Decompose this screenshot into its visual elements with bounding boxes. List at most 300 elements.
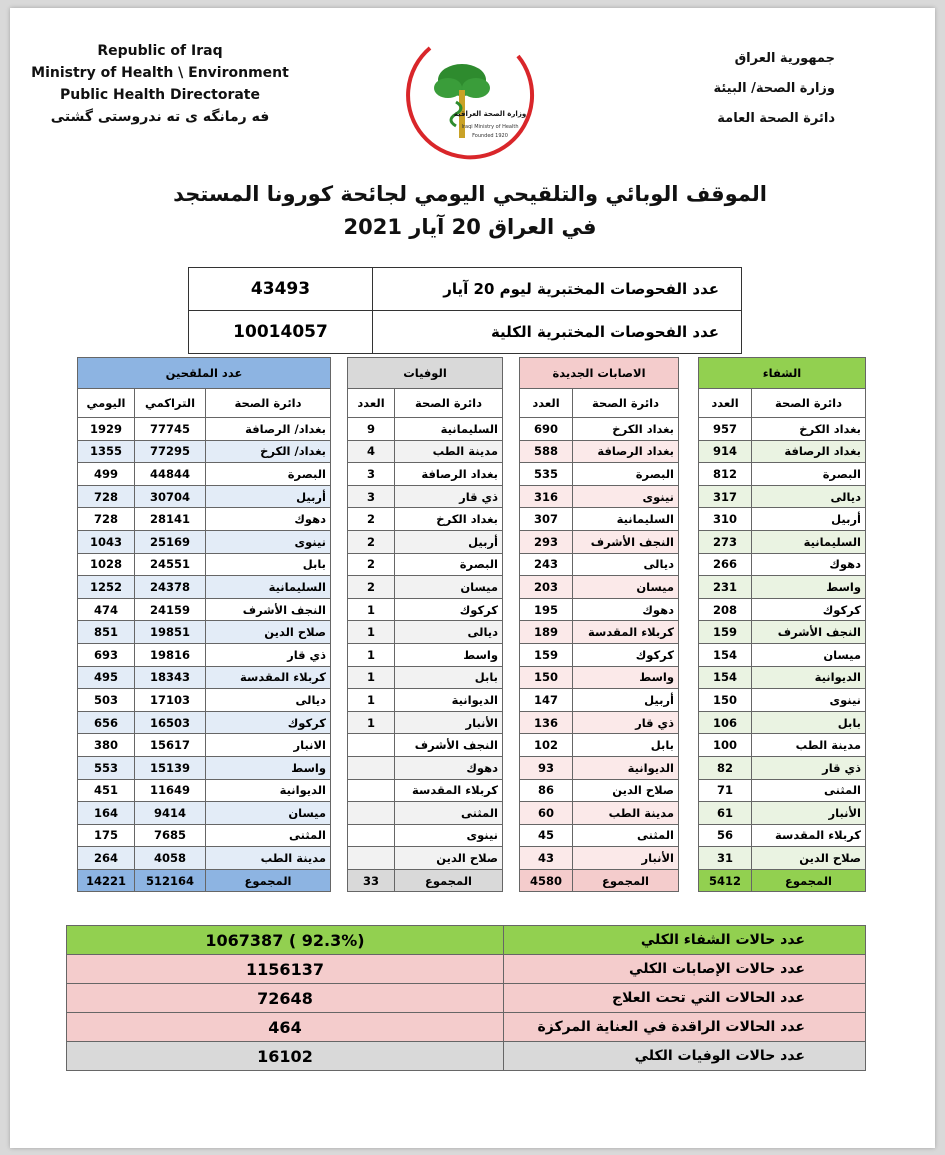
deaths-header-row — [348, 389, 503, 418]
vaccinated-cumulative: 7685 — [135, 824, 206, 847]
deaths-row — [348, 711, 503, 734]
deaths-total-label: المجموع — [395, 869, 503, 892]
deaths-dept: بغداد الكرخ — [395, 508, 503, 531]
vaccinated-dept: نينوى — [206, 530, 331, 553]
deaths-row — [348, 485, 503, 508]
recovered-dept: الأنبار — [752, 802, 866, 825]
recovered-dept: البصرة — [752, 463, 866, 486]
vaccinated-daily: 175 — [78, 824, 135, 847]
recovered-count: 100 — [699, 734, 752, 757]
deaths-dept: كربلاء المقدسة — [395, 779, 503, 802]
vaccinated-cumulative: 24378 — [135, 576, 206, 599]
vaccinated-cumulative: 15617 — [135, 734, 206, 757]
recovered-row — [699, 824, 866, 847]
new-cases-count: 307 — [520, 508, 573, 531]
header-arabic — [635, 44, 835, 134]
deaths-count: 9 — [348, 418, 395, 441]
vaccinated-daily: 499 — [78, 463, 135, 486]
recovered-count: 957 — [699, 418, 752, 441]
new-cases-row — [520, 734, 679, 757]
new-cases-count: 45 — [520, 824, 573, 847]
summary-row — [67, 955, 866, 984]
vaccinated-cumulative: 16503 — [135, 711, 206, 734]
vaccinated-dept: بابل — [206, 553, 331, 576]
deaths-row — [348, 576, 503, 599]
deaths-dept: المثنى — [395, 802, 503, 825]
new-cases-dept: صلاح الدين — [573, 779, 679, 802]
vaccinated-cumulative: 19816 — [135, 643, 206, 666]
new-cases-count: 195 — [520, 598, 573, 621]
new-cases-count: 159 — [520, 643, 573, 666]
recovered-count: 231 — [699, 576, 752, 599]
recovered-count: 266 — [699, 553, 752, 576]
deaths-row — [348, 666, 503, 689]
deaths-table — [347, 357, 503, 892]
vaccinated-dept: كربلاء المقدسة — [206, 666, 331, 689]
deaths-count — [348, 734, 395, 757]
recovered-count: 317 — [699, 485, 752, 508]
recovered-dept: أربيل — [752, 508, 866, 531]
deaths-row — [348, 530, 503, 553]
deaths-count: 2 — [348, 576, 395, 599]
vaccinated-dept: أربيل — [206, 485, 331, 508]
summary-value: 16102 — [67, 1042, 504, 1071]
recovered-total-value: 5412 — [699, 869, 752, 892]
summary-value: 72648 — [67, 984, 504, 1013]
recovered-dept: النجف الأشرف — [752, 621, 866, 644]
deaths-dept: مدينة الطب — [395, 440, 503, 463]
vaccinated-daily: 380 — [78, 734, 135, 757]
summary-label: عدد الحالات التي تحت العلاج — [504, 984, 866, 1013]
deaths-row — [348, 802, 503, 825]
deaths-row — [348, 824, 503, 847]
new-cases-row — [520, 824, 679, 847]
vaccinated-daily: 264 — [78, 847, 135, 870]
new-cases-row — [520, 689, 679, 712]
new-cases-row — [520, 802, 679, 825]
new-cases-row — [520, 779, 679, 802]
vaccinated-daily: 1252 — [78, 576, 135, 599]
vaccinated-col-daily: اليومي — [78, 389, 135, 418]
recovered-count: 310 — [699, 508, 752, 531]
new-cases-total-label: المجموع — [573, 869, 679, 892]
recovered-total-row — [699, 869, 866, 892]
new-cases-col-count: العدد — [520, 389, 573, 418]
vaccinated-daily: 728 — [78, 485, 135, 508]
recovered-count: 106 — [699, 711, 752, 734]
deaths-row — [348, 779, 503, 802]
vaccinated-cumulative: 25169 — [135, 530, 206, 553]
deaths-dept: دهوك — [395, 756, 503, 779]
deaths-count: 1 — [348, 598, 395, 621]
recovered-dept: كركوك — [752, 598, 866, 621]
tests-row-daily — [189, 268, 742, 311]
recovered-count: 154 — [699, 666, 752, 689]
vaccinated-row — [78, 779, 331, 802]
deaths-count — [348, 824, 395, 847]
new-cases-dept: ديالى — [573, 553, 679, 576]
deaths-dept: النجف الأشرف — [395, 734, 503, 757]
deaths-dept: البصرة — [395, 553, 503, 576]
header-ministry-ar: وزارة الصحة/ البيئة — [713, 81, 835, 96]
recovered-table — [698, 357, 866, 892]
new-cases-count: 147 — [520, 689, 573, 712]
vaccinated-dept: النجف الأشرف — [206, 598, 331, 621]
tests-total-label: عدد الفحوصات المختبرية الكلية — [373, 311, 742, 354]
recovered-count: 273 — [699, 530, 752, 553]
new-cases-count: 588 — [520, 440, 573, 463]
new-cases-dept: بابل — [573, 734, 679, 757]
new-cases-row — [520, 847, 679, 870]
recovered-count: 150 — [699, 689, 752, 712]
deaths-row — [348, 598, 503, 621]
recovered-dept: واسط — [752, 576, 866, 599]
recovered-count: 914 — [699, 440, 752, 463]
vaccinated-daily: 164 — [78, 802, 135, 825]
vaccinated-dept: المثنى — [206, 824, 331, 847]
recovered-row — [699, 689, 866, 712]
vaccinated-cumulative: 17103 — [135, 689, 206, 712]
vaccinated-row — [78, 463, 331, 486]
new-cases-dept: دهوك — [573, 598, 679, 621]
deaths-dept: صلاح الدين — [395, 847, 503, 870]
new-cases-dept: ذي قار — [573, 711, 679, 734]
new-cases-dept: بغداد الكرخ — [573, 418, 679, 441]
new-cases-count: 690 — [520, 418, 573, 441]
title-line-1: الموقف الوبائي والتلقيحي اليومي لجائحة كورونا المستجد — [173, 182, 767, 206]
summary-label: عدد حالات الإصابات الكلي — [504, 955, 866, 984]
deaths-row — [348, 643, 503, 666]
recovered-row — [699, 576, 866, 599]
deaths-count — [348, 756, 395, 779]
deaths-row — [348, 621, 503, 644]
new-cases-dept: كربلاء المقدسة — [573, 621, 679, 644]
new-cases-total-value: 4580 — [520, 869, 573, 892]
deaths-row — [348, 689, 503, 712]
new-cases-count: 60 — [520, 802, 573, 825]
deaths-dept: ذي قار — [395, 485, 503, 508]
tests-daily-label: عدد الفحوصات المختبرية ليوم 20 آيار — [373, 268, 742, 311]
recovered-row — [699, 485, 866, 508]
deaths-row — [348, 418, 503, 441]
vaccinated-daily: 1929 — [78, 418, 135, 441]
vaccinated-cumulative: 30704 — [135, 485, 206, 508]
recovered-row — [699, 418, 866, 441]
title-line-2: في العراق 20 آيار 2021 — [343, 215, 597, 239]
vaccinated-col-cumulative: التراكمي — [135, 389, 206, 418]
new-cases-count: 316 — [520, 485, 573, 508]
lab-tests-table — [188, 267, 742, 354]
new-cases-row — [520, 643, 679, 666]
new-cases-row — [520, 756, 679, 779]
vaccinated-table — [77, 357, 331, 892]
vaccinated-dept: بغداد/ الكرخ — [206, 440, 331, 463]
vaccinated-total-label: المجموع — [206, 869, 331, 892]
vaccinated-dept: ديالى — [206, 689, 331, 712]
vaccinated-daily: 851 — [78, 621, 135, 644]
vaccinated-dept: السليمانية — [206, 576, 331, 599]
new-cases-row — [520, 485, 679, 508]
recovered-count: 159 — [699, 621, 752, 644]
new-cases-dept: ميسان — [573, 576, 679, 599]
new-cases-row — [520, 508, 679, 531]
recovered-row — [699, 734, 866, 757]
vaccinated-total-cumulative: 512164 — [135, 869, 206, 892]
new-cases-row — [520, 418, 679, 441]
summary-row — [67, 1042, 866, 1071]
new-cases-table — [519, 357, 679, 892]
deaths-dept: واسط — [395, 643, 503, 666]
vaccinated-title: عدد الملقحين — [78, 358, 331, 389]
recovered-count: 31 — [699, 847, 752, 870]
new-cases-dept: واسط — [573, 666, 679, 689]
deaths-count: 3 — [348, 485, 395, 508]
vaccinated-daily: 1355 — [78, 440, 135, 463]
recovered-count: 56 — [699, 824, 752, 847]
recovered-dept: بابل — [752, 711, 866, 734]
deaths-count — [348, 802, 395, 825]
vaccinated-daily: 1043 — [78, 530, 135, 553]
header-directorate-ar: دائرة الصحة العامة — [717, 111, 835, 126]
recovered-dept: المثنى — [752, 779, 866, 802]
vaccinated-cumulative: 9414 — [135, 802, 206, 825]
deaths-row — [348, 847, 503, 870]
new-cases-title: الاصابات الجديدة — [520, 358, 679, 389]
new-cases-dept: كركوك — [573, 643, 679, 666]
new-cases-dept: المثنى — [573, 824, 679, 847]
tests-total-value: 10014057 — [189, 311, 373, 354]
summary-row — [67, 1013, 866, 1042]
new-cases-count: 102 — [520, 734, 573, 757]
new-cases-count: 150 — [520, 666, 573, 689]
vaccinated-row — [78, 576, 331, 599]
new-cases-count: 43 — [520, 847, 573, 870]
new-cases-row — [520, 711, 679, 734]
new-cases-count: 203 — [520, 576, 573, 599]
vaccinated-total-daily: 14221 — [78, 869, 135, 892]
new-cases-dept: الديوانية — [573, 756, 679, 779]
ministry-logo-icon — [400, 38, 535, 168]
deaths-dept: ديالى — [395, 621, 503, 644]
vaccinated-row — [78, 756, 331, 779]
summary-row — [67, 926, 866, 955]
new-cases-col-dept: دائرة الصحة — [573, 389, 679, 418]
new-cases-count: 243 — [520, 553, 573, 576]
recovered-total-label: المجموع — [752, 869, 866, 892]
vaccinated-dept: الانبار — [206, 734, 331, 757]
vaccinated-header-row — [78, 389, 331, 418]
vaccinated-cumulative: 77295 — [135, 440, 206, 463]
deaths-total-row — [348, 869, 503, 892]
recovered-dept: بغداد الرصافة — [752, 440, 866, 463]
new-cases-row — [520, 463, 679, 486]
new-cases-row — [520, 530, 679, 553]
deaths-row — [348, 440, 503, 463]
vaccinated-dept: بغداد/ الرصافة — [206, 418, 331, 441]
vaccinated-row — [78, 689, 331, 712]
summary-label: عدد حالات الوفيات الكلي — [504, 1042, 866, 1071]
new-cases-row — [520, 621, 679, 644]
vaccinated-daily: 1028 — [78, 553, 135, 576]
header-kurdish: فه رمانگه ی ته ندروستی گشتی — [50, 109, 270, 125]
deaths-dept: السليمانية — [395, 418, 503, 441]
new-cases-header-row — [520, 389, 679, 418]
new-cases-dept: السليمانية — [573, 508, 679, 531]
vaccinated-cumulative: 44844 — [135, 463, 206, 486]
new-cases-count: 136 — [520, 711, 573, 734]
recovered-count: 208 — [699, 598, 752, 621]
new-cases-count: 293 — [520, 530, 573, 553]
deaths-count: 4 — [348, 440, 395, 463]
deaths-count: 1 — [348, 621, 395, 644]
recovered-dept: ميسان — [752, 643, 866, 666]
deaths-count: 1 — [348, 689, 395, 712]
recovered-col-dept: دائرة الصحة — [752, 389, 866, 418]
new-cases-dept: بغداد الرصافة — [573, 440, 679, 463]
vaccinated-row — [78, 734, 331, 757]
new-cases-total-row — [520, 869, 679, 892]
recovered-dept: ذي قار — [752, 756, 866, 779]
recovered-title: الشفاء — [699, 358, 866, 389]
vaccinated-row — [78, 508, 331, 531]
new-cases-row — [520, 666, 679, 689]
vaccinated-cumulative: 77745 — [135, 418, 206, 441]
vaccinated-row — [78, 485, 331, 508]
deaths-title: الوفيات — [348, 358, 503, 389]
header-english — [30, 40, 290, 128]
vaccinated-daily: 553 — [78, 756, 135, 779]
deaths-count — [348, 847, 395, 870]
vaccinated-row — [78, 666, 331, 689]
recovered-count: 154 — [699, 643, 752, 666]
deaths-count — [348, 779, 395, 802]
vaccinated-row — [78, 598, 331, 621]
recovered-row — [699, 530, 866, 553]
deaths-dept: كركوك — [395, 598, 503, 621]
header-country-ar: جمهورية العراق — [734, 51, 835, 66]
deaths-dept: ميسان — [395, 576, 503, 599]
deaths-count: 2 — [348, 553, 395, 576]
vaccinated-title-row — [78, 358, 331, 389]
deaths-row — [348, 553, 503, 576]
recovered-dept: بغداد الكرخ — [752, 418, 866, 441]
deaths-row — [348, 463, 503, 486]
vaccinated-dept: كركوك — [206, 711, 331, 734]
deaths-title-row — [348, 358, 503, 389]
vaccinated-row — [78, 418, 331, 441]
deaths-count: 2 — [348, 530, 395, 553]
new-cases-dept: الأنبار — [573, 847, 679, 870]
deaths-count: 1 — [348, 666, 395, 689]
deaths-count: 3 — [348, 463, 395, 486]
recovered-dept: مدينة الطب — [752, 734, 866, 757]
new-cases-dept: النجف الأشرف — [573, 530, 679, 553]
header-directorate: Public Health Directorate — [60, 87, 260, 103]
vaccinated-row — [78, 530, 331, 553]
vaccinated-dept: مدينة الطب — [206, 847, 331, 870]
vaccinated-total-row — [78, 869, 331, 892]
summary-row — [67, 984, 866, 1013]
recovered-row — [699, 666, 866, 689]
report-title — [150, 178, 790, 244]
vaccinated-dept: الديوانية — [206, 779, 331, 802]
vaccinated-cumulative: 19851 — [135, 621, 206, 644]
vaccinated-cumulative: 11649 — [135, 779, 206, 802]
vaccinated-dept: دهوك — [206, 508, 331, 531]
summary-value: 1067387 ( 92.3%) — [67, 926, 504, 955]
vaccinated-cumulative: 28141 — [135, 508, 206, 531]
vaccinated-cumulative: 15139 — [135, 756, 206, 779]
vaccinated-cumulative: 4058 — [135, 847, 206, 870]
vaccinated-row — [78, 621, 331, 644]
recovered-row — [699, 779, 866, 802]
new-cases-row — [520, 576, 679, 599]
logo-founded: Founded 1920 — [472, 133, 508, 139]
deaths-count: 1 — [348, 643, 395, 666]
recovered-row — [699, 802, 866, 825]
recovered-row — [699, 711, 866, 734]
deaths-dept: بابل — [395, 666, 503, 689]
recovered-dept: كربلاء المقدسة — [752, 824, 866, 847]
recovered-row — [699, 847, 866, 870]
recovered-col-count: العدد — [699, 389, 752, 418]
tests-row-total — [189, 311, 742, 354]
new-cases-count: 86 — [520, 779, 573, 802]
vaccinated-row — [78, 553, 331, 576]
recovered-dept: السليمانية — [752, 530, 866, 553]
vaccinated-dept: البصرة — [206, 463, 331, 486]
deaths-row — [348, 756, 503, 779]
vaccinated-daily: 503 — [78, 689, 135, 712]
new-cases-count: 535 — [520, 463, 573, 486]
recovered-row — [699, 463, 866, 486]
new-cases-dept: أربيل — [573, 689, 679, 712]
new-cases-dept: نينوى — [573, 485, 679, 508]
deaths-dept: أربيل — [395, 530, 503, 553]
new-cases-row — [520, 440, 679, 463]
deaths-col-dept: دائرة الصحة — [395, 389, 503, 418]
deaths-count: 2 — [348, 508, 395, 531]
summary-value: 464 — [67, 1013, 504, 1042]
recovered-dept: الديوانية — [752, 666, 866, 689]
new-cases-dept: البصرة — [573, 463, 679, 486]
vaccinated-row — [78, 802, 331, 825]
vaccinated-daily: 728 — [78, 508, 135, 531]
deaths-dept: الديوانية — [395, 689, 503, 712]
recovered-row — [699, 643, 866, 666]
deaths-col-count: العدد — [348, 389, 395, 418]
vaccinated-col-dept: دائرة الصحة — [206, 389, 331, 418]
new-cases-row — [520, 553, 679, 576]
new-cases-count: 189 — [520, 621, 573, 644]
recovered-row — [699, 756, 866, 779]
vaccinated-daily: 656 — [78, 711, 135, 734]
vaccinated-dept: واسط — [206, 756, 331, 779]
new-cases-title-row — [520, 358, 679, 389]
recovered-row — [699, 440, 866, 463]
vaccinated-row — [78, 847, 331, 870]
vaccinated-dept: ميسان — [206, 802, 331, 825]
vaccinated-daily: 693 — [78, 643, 135, 666]
summary-value: 1156137 — [67, 955, 504, 984]
deaths-total-value: 33 — [348, 869, 395, 892]
vaccinated-cumulative: 24159 — [135, 598, 206, 621]
recovered-row — [699, 621, 866, 644]
vaccinated-cumulative: 24551 — [135, 553, 206, 576]
vaccinated-cumulative: 18343 — [135, 666, 206, 689]
vaccinated-daily: 495 — [78, 666, 135, 689]
recovered-row — [699, 553, 866, 576]
